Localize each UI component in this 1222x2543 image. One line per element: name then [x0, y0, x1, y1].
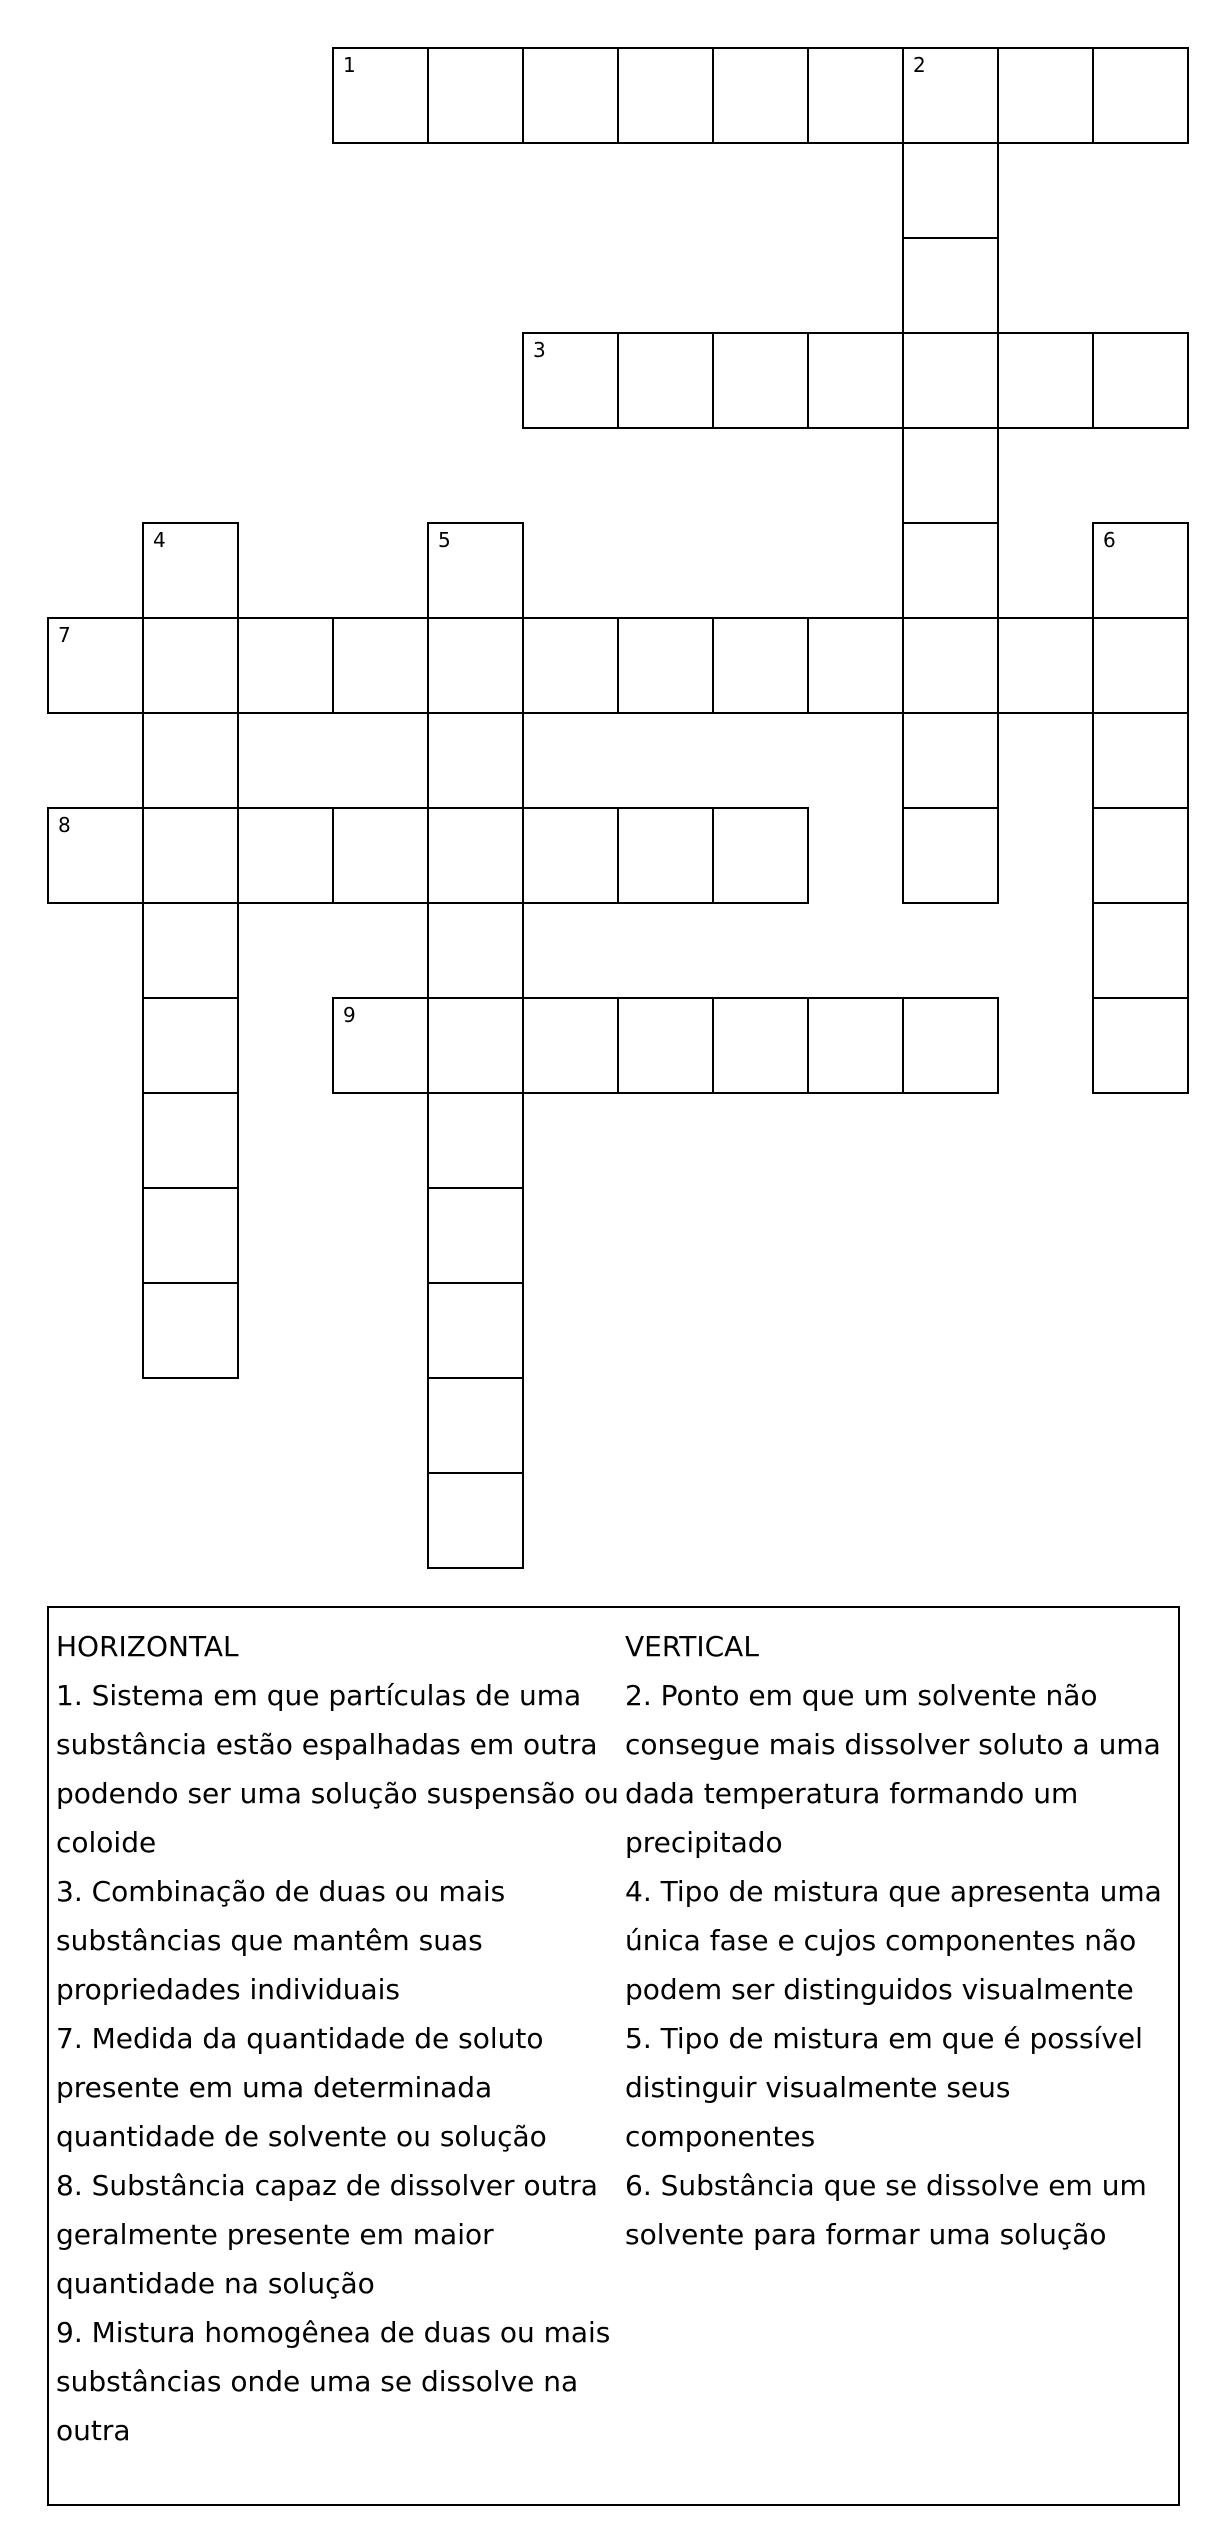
grid-cell[interactable] — [142, 807, 239, 904]
grid-cell[interactable] — [712, 807, 809, 904]
grid-cell[interactable] — [712, 617, 809, 714]
grid-cell[interactable] — [807, 617, 904, 714]
grid-cell[interactable] — [902, 47, 999, 144]
grid-cell[interactable] — [142, 1092, 239, 1189]
clue-number: 2 — [913, 53, 926, 77]
grid-cell[interactable] — [902, 427, 999, 524]
grid-cell[interactable] — [902, 237, 999, 334]
grid-cell[interactable] — [332, 617, 429, 714]
grid-cell[interactable] — [997, 47, 1094, 144]
clues-panel — [47, 1606, 1180, 2506]
grid-cell[interactable] — [142, 522, 239, 619]
grid-cell[interactable] — [522, 47, 619, 144]
grid-cell[interactable] — [427, 1092, 524, 1189]
grid-cell[interactable] — [617, 807, 714, 904]
grid-cell[interactable] — [522, 807, 619, 904]
across-clue-7: 7. Medida da quantidade de soluto presente em uma determinada quantidade de solvente ou solução — [56, 2022, 547, 2153]
grid-cell[interactable] — [1092, 47, 1189, 144]
grid-cell[interactable] — [427, 902, 524, 999]
grid-cell[interactable] — [1092, 522, 1189, 619]
grid-cell[interactable] — [1092, 807, 1189, 904]
clue-number: 4 — [153, 528, 166, 552]
grid-cell[interactable] — [427, 47, 524, 144]
down-clue-6: 6. Substância que se dissolve em um solvente para formar uma solução — [625, 2169, 1147, 2251]
grid-cell[interactable] — [427, 522, 524, 619]
grid-cell[interactable] — [142, 1187, 239, 1284]
grid-cell[interactable] — [902, 332, 999, 429]
grid-cell[interactable] — [807, 332, 904, 429]
grid-cell[interactable] — [1092, 617, 1189, 714]
grid-cell[interactable] — [332, 47, 429, 144]
clue-number: 3 — [533, 338, 546, 362]
grid-cell[interactable] — [902, 712, 999, 809]
grid-cell[interactable] — [427, 1377, 524, 1474]
grid-cell[interactable] — [427, 712, 524, 809]
grid-cell[interactable] — [332, 807, 429, 904]
across-clues — [56, 1622, 621, 2455]
grid-cell[interactable] — [237, 617, 334, 714]
grid-cell[interactable] — [617, 47, 714, 144]
grid-cell[interactable] — [902, 997, 999, 1094]
grid-cell[interactable] — [427, 997, 524, 1094]
grid-cell[interactable] — [332, 997, 429, 1094]
down-clue-5: 5. Tipo de mistura em que é possível distinguir visualmente seus componentes — [625, 2022, 1143, 2153]
grid-cell[interactable] — [427, 617, 524, 714]
grid-cell[interactable] — [142, 902, 239, 999]
grid-cell[interactable] — [617, 617, 714, 714]
grid-cell[interactable] — [237, 807, 334, 904]
grid-cell[interactable] — [902, 617, 999, 714]
grid-cell[interactable] — [712, 332, 809, 429]
grid-cell[interactable] — [142, 997, 239, 1094]
grid-cell[interactable] — [1092, 997, 1189, 1094]
grid-cell[interactable] — [997, 332, 1094, 429]
grid-cell[interactable] — [1092, 712, 1189, 809]
clue-number: 8 — [58, 813, 71, 837]
grid-cell[interactable] — [712, 47, 809, 144]
grid-cell[interactable] — [617, 997, 714, 1094]
grid-cell[interactable] — [47, 617, 144, 714]
across-clue-3: 3. Combinação de duas ou mais substâncias que mantêm suas propriedades individuais — [56, 1875, 506, 2006]
grid-cell[interactable] — [522, 997, 619, 1094]
clue-number: 5 — [438, 528, 451, 552]
grid-cell[interactable] — [522, 332, 619, 429]
grid-cell[interactable] — [142, 1282, 239, 1379]
grid-cell[interactable] — [142, 712, 239, 809]
grid-cell[interactable] — [427, 1472, 524, 1569]
down-clue-4: 4. Tipo de mistura que apresenta uma única fase e cujos componentes não podem ser distinguidos visualmente — [625, 1875, 1162, 2006]
grid-cell[interactable] — [1092, 902, 1189, 999]
grid-cell[interactable] — [807, 997, 904, 1094]
across-clue-9: 9. Mistura homogênea de duas ou mais substâncias onde uma se dissolve na outra — [56, 2316, 611, 2447]
grid-cell[interactable] — [142, 617, 239, 714]
clue-number: 1 — [343, 53, 356, 77]
across-heading: HORIZONTAL — [56, 1630, 239, 1663]
grid-cell[interactable] — [522, 617, 619, 714]
grid-cell[interactable] — [617, 332, 714, 429]
grid-cell[interactable] — [427, 1187, 524, 1284]
across-clue-8: 8. Substância capaz de dissolver outra geralmente presente em maior quantidade na solução — [56, 2169, 598, 2300]
grid-cell[interactable] — [427, 1282, 524, 1379]
grid-cell[interactable] — [1092, 332, 1189, 429]
clue-number: 7 — [58, 623, 71, 647]
down-clues — [625, 1622, 1175, 2259]
grid-cell[interactable] — [902, 522, 999, 619]
grid-cell[interactable] — [807, 47, 904, 144]
down-clue-2: 2. Ponto em que um solvente não consegue mais dissolver soluto a uma dada temperatura formando um precipitado — [625, 1679, 1161, 1859]
down-heading: VERTICAL — [625, 1630, 759, 1663]
grid-cell[interactable] — [47, 807, 144, 904]
grid-cell[interactable] — [712, 997, 809, 1094]
grid-cell[interactable] — [997, 617, 1094, 714]
grid-cell[interactable] — [902, 807, 999, 904]
across-clue-1: 1. Sistema em que partículas de uma substância estão espalhadas em outra podendo ser uma solução suspensão ou coloide — [56, 1679, 619, 1859]
grid-cell[interactable] — [427, 807, 524, 904]
clue-number: 6 — [1103, 528, 1116, 552]
grid-cell[interactable] — [902, 142, 999, 239]
clue-number: 9 — [343, 1003, 356, 1027]
